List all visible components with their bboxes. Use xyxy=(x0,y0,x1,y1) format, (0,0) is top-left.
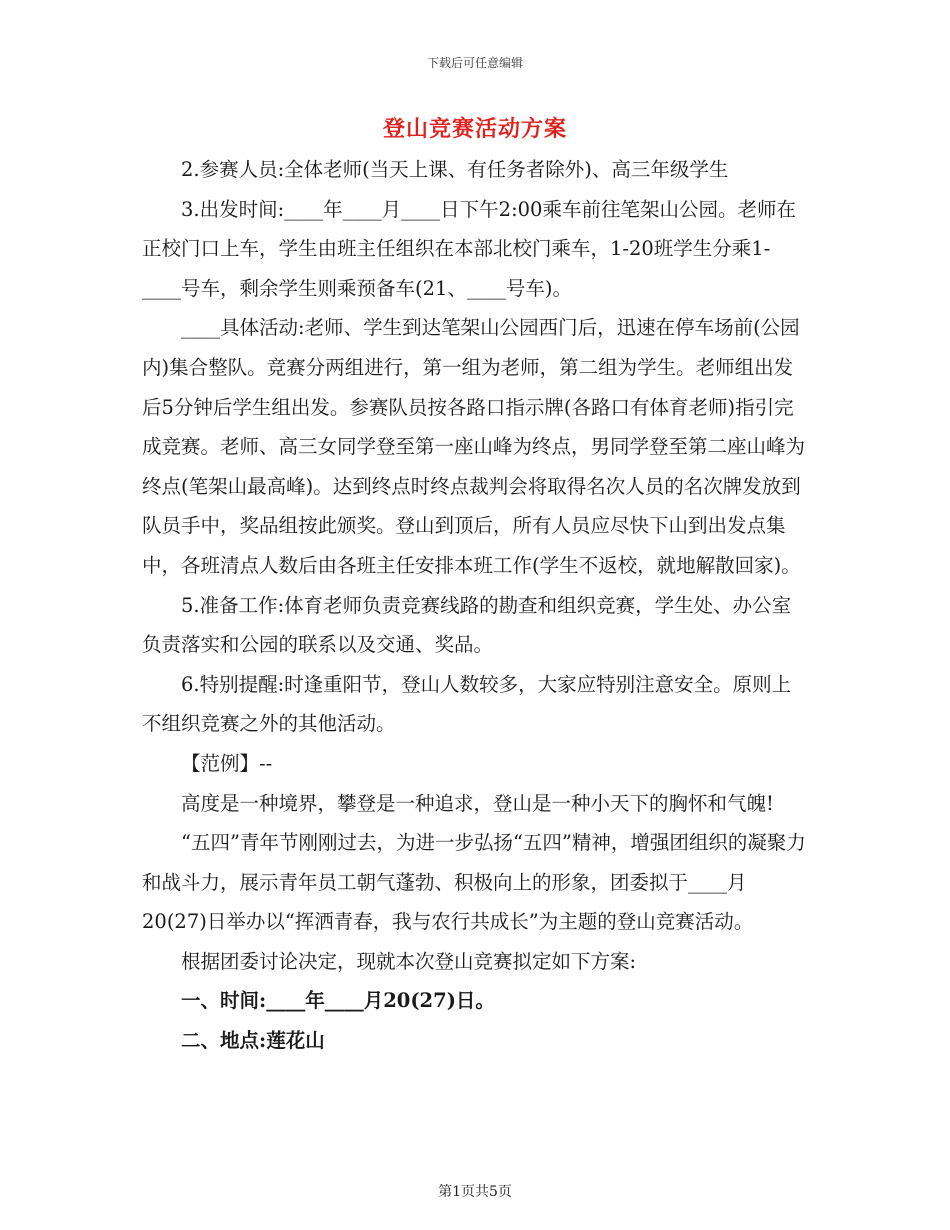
paragraph-background: “五四”青年节刚刚过去，为进一步弘扬“五四”精神，增强团组织的凝聚力和战斗力，展示青年员工朝气蓬勃、积极向上的形象，团委拟于____月20(27)日举办以“挥洒青春，我与农行共成长”为主题的登山竞赛活动。 xyxy=(142,831,806,934)
paragraph-participants: 2.参赛人员:全体老师(当天上课、有任务者除外)、高三年级学生 xyxy=(181,158,729,181)
paragraph-special-reminder: 6.特别提醒:时逢重阳节，登山人数较多，大家应特别注意安全。原则上不组织竞赛之外的其他活动。 xyxy=(142,672,792,736)
example-heading: 【范例】-- xyxy=(181,751,273,775)
section-time: 一、时间:____年____月20(27)日。 xyxy=(181,989,495,1013)
page-header: 下载后可任意编辑 xyxy=(426,56,523,70)
document-body xyxy=(142,150,807,1061)
paragraph-decision: 根据团委讨论决定，现就本次登山竞赛拟定如下方案: xyxy=(181,949,637,973)
paragraph-intro: 高度是一种境界，攀登是一种追求，登山是一种小天下的胸怀和气魄! xyxy=(181,791,774,815)
page-footer: 第1页共5页 xyxy=(438,1184,512,1200)
paragraph-activity-details: ____具体活动:老师、学生到达笔架山公园西门后，迅速在停车场前(公园内)集合整队。竞赛分两组进行，第一组为老师，第二组为学生。老师组出发后5分钟后学生组出发。参赛队员按各路口指示牌(各路口有体育老师)指引完成竞赛。老师、高三女同学登至第一座山峰为终点，男同学登至第二座山峰为终点(笔架山最高峰)。达到终点时终点裁判会将取得名次人员的名次牌发放到队员手中，奖品组按此颁奖。登山到顶后，所有人员应尽快下山到出发点集中，各班清点人数后由各班主任安排本班工作(学生不返校，就地解散回家)。 xyxy=(142,316,806,577)
paragraph-preparation: 5.准备工作:体育老师负责竞赛线路的勘查和组织竞赛，学生处、办公室负责落实和公园的联系以及交通、奖品。 xyxy=(142,593,792,657)
section-location: 二、地点:莲花山 xyxy=(181,1029,325,1053)
document-title: 登山竞赛活动方案 xyxy=(382,116,567,142)
paragraph-departure-time: 3.出发时间:____年____月____日下午2:00乘车前往笔架山公园。老师在正校门口上车，学生由班主任组织在本部北校门乘车，1-20班学生分乘1-____号车，剩余学生则乘预备车(21、____号车)。 xyxy=(142,197,796,300)
